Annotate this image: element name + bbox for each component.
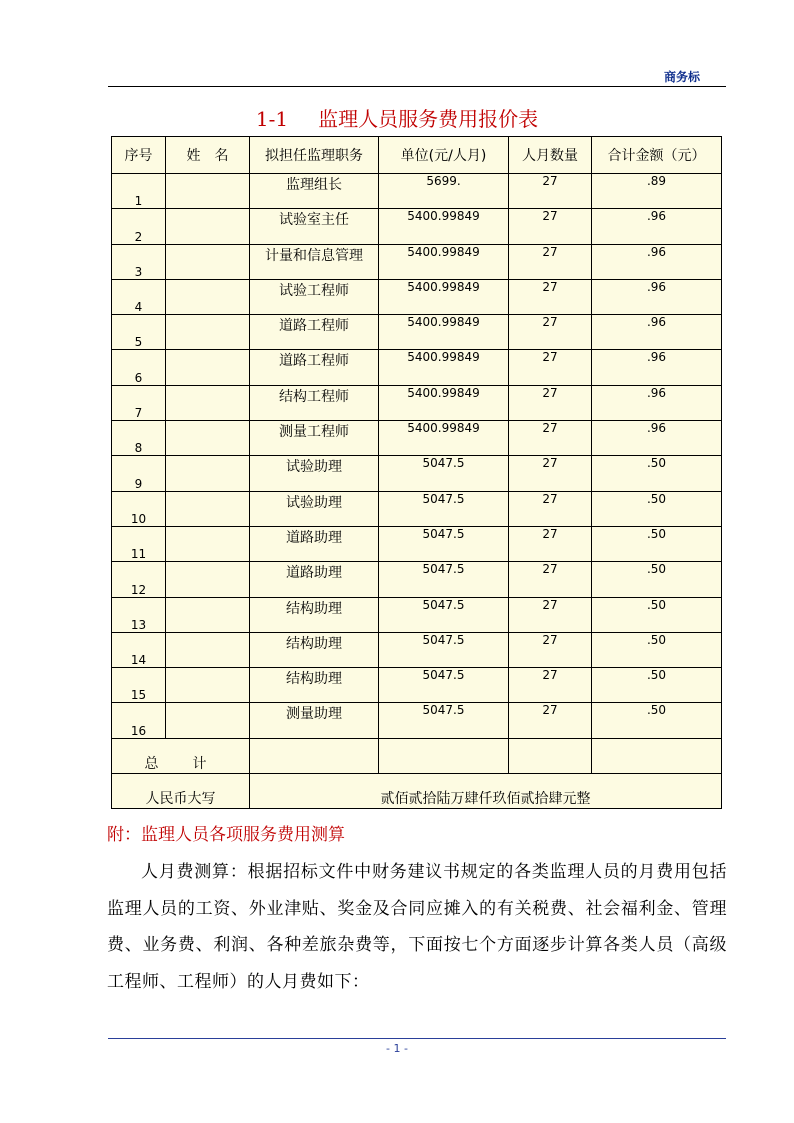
col-header-seq: 序号	[112, 137, 166, 174]
cell-seq: 3	[112, 244, 166, 279]
total-row	[112, 738, 722, 773]
cell-months: 27	[509, 350, 592, 385]
cell-seq: 7	[112, 385, 166, 420]
cell-amount: .50	[592, 668, 722, 703]
table-row	[112, 421, 722, 456]
cell-unit-price: 5047.5	[379, 456, 509, 491]
cell-seq: 9	[112, 456, 166, 491]
cell-months: 27	[509, 209, 592, 244]
title-number: 1-1	[255, 107, 289, 131]
cell-unit-price: 5400.99849	[379, 315, 509, 350]
cell-amount: .50	[592, 456, 722, 491]
cell-role: 结构工程师	[250, 385, 379, 420]
cell-amount: .96	[592, 209, 722, 244]
col-header-role: 拟担任监理职务	[250, 137, 379, 174]
cell-months: 27	[509, 385, 592, 420]
col-header-unit-price: 单位(元/人月)	[379, 137, 509, 174]
cell-seq: 14	[112, 632, 166, 667]
cell-seq: 16	[112, 703, 166, 738]
cell-name	[166, 174, 250, 209]
cell-months: 27	[509, 703, 592, 738]
cell-role: 结构助理	[250, 632, 379, 667]
cell-unit-price: 5400.99849	[379, 209, 509, 244]
cell-name	[166, 209, 250, 244]
cell-amount: .96	[592, 350, 722, 385]
cell-seq: 10	[112, 491, 166, 526]
body-paragraph: 人月费测算：根据招标文件中财务建议书规定的各类监理人员的月费用包括监理人员的工资、外业津贴、奖金及合同应摊入的有关税费、社会福利金、管理费、业务费、利润、各种差旅杂费等，下面按七个方面逐步计算各类人员（高级工程师、工程师）的人月费如下：	[107, 862, 727, 992]
cell-months: 27	[509, 668, 592, 703]
cell-role: 试验助理	[250, 456, 379, 491]
table-row	[112, 279, 722, 314]
cell-seq: 6	[112, 350, 166, 385]
cell-name	[166, 597, 250, 632]
cell-name	[166, 315, 250, 350]
col-header-months: 人月数量	[509, 137, 592, 174]
cell-months: 27	[509, 456, 592, 491]
table-row	[112, 562, 722, 597]
cell-amount: .50	[592, 703, 722, 738]
cell-unit-price: 5047.5	[379, 703, 509, 738]
cell-role: 试验工程师	[250, 279, 379, 314]
cell-unit-price: 5400.99849	[379, 421, 509, 456]
rmb-row	[112, 774, 722, 809]
cell-months: 27	[509, 562, 592, 597]
cell-months: 27	[509, 244, 592, 279]
page-title	[0, 103, 794, 132]
total-cell-role	[250, 738, 379, 773]
cell-name	[166, 703, 250, 738]
page-number: - 1 -	[386, 1042, 408, 1055]
footer-divider	[108, 1038, 726, 1039]
cell-seq: 4	[112, 279, 166, 314]
cell-role: 结构助理	[250, 668, 379, 703]
rmb-value: 贰佰贰拾陆万肆仟玖佰贰拾肆元整	[250, 774, 722, 809]
cell-role: 监理组长	[250, 174, 379, 209]
cell-role: 道路助理	[250, 526, 379, 561]
cell-role: 道路工程师	[250, 350, 379, 385]
cell-amount: .50	[592, 526, 722, 561]
cell-unit-price: 5400.99849	[379, 385, 509, 420]
appendix-heading: 附：监理人员各项服务费用测算	[107, 825, 345, 845]
cell-months: 27	[509, 174, 592, 209]
cell-months: 27	[509, 279, 592, 314]
cell-months: 27	[509, 597, 592, 632]
cell-unit-price: 5047.5	[379, 597, 509, 632]
cell-role: 测量助理	[250, 703, 379, 738]
cell-name	[166, 385, 250, 420]
table-row	[112, 491, 722, 526]
table-row	[112, 526, 722, 561]
cell-amount: .89	[592, 174, 722, 209]
cell-seq: 15	[112, 668, 166, 703]
rmb-label: 人民币大写	[112, 774, 250, 809]
cell-amount: .96	[592, 244, 722, 279]
col-header-amount: 合计金额（元）	[592, 137, 722, 174]
cell-unit-price: 5400.99849	[379, 350, 509, 385]
cell-months: 27	[509, 526, 592, 561]
cell-amount: .50	[592, 597, 722, 632]
table-row	[112, 703, 722, 738]
table-row	[112, 315, 722, 350]
cell-role: 试验室主任	[250, 209, 379, 244]
cell-months: 27	[509, 632, 592, 667]
cell-seq: 12	[112, 562, 166, 597]
cell-amount: .96	[592, 421, 722, 456]
cell-unit-price: 5047.5	[379, 632, 509, 667]
cell-months: 27	[509, 491, 592, 526]
cell-unit-price: 5047.5	[379, 668, 509, 703]
cell-name	[166, 668, 250, 703]
cell-role: 道路助理	[250, 562, 379, 597]
cell-name	[166, 632, 250, 667]
cell-months: 27	[509, 315, 592, 350]
cell-unit-price: 5047.5	[379, 562, 509, 597]
table-row	[112, 456, 722, 491]
cell-role: 试验助理	[250, 491, 379, 526]
cell-seq: 2	[112, 209, 166, 244]
cell-role: 道路工程师	[250, 315, 379, 350]
quote-table	[111, 136, 722, 809]
table-row	[112, 385, 722, 420]
cell-name	[166, 279, 250, 314]
cell-unit-price: 5400.99849	[379, 244, 509, 279]
cell-name	[166, 562, 250, 597]
cell-name	[166, 456, 250, 491]
header-divider	[108, 86, 726, 87]
table-header-row	[112, 137, 722, 174]
table-row	[112, 668, 722, 703]
cell-unit-price: 5400.99849	[379, 279, 509, 314]
cell-unit-price: 5047.5	[379, 526, 509, 561]
total-cell-amount	[592, 738, 722, 773]
cell-amount: .96	[592, 279, 722, 314]
table-row	[112, 244, 722, 279]
cell-unit-price: 5699.	[379, 174, 509, 209]
cell-name	[166, 421, 250, 456]
cell-role: 测量工程师	[250, 421, 379, 456]
header-label: 商务标	[664, 70, 701, 84]
cell-name	[166, 526, 250, 561]
cell-name	[166, 491, 250, 526]
cell-months: 27	[509, 421, 592, 456]
cell-unit-price: 5047.5	[379, 491, 509, 526]
cell-name	[166, 244, 250, 279]
cell-amount: .50	[592, 632, 722, 667]
cell-amount: .50	[592, 562, 722, 597]
cell-seq: 13	[112, 597, 166, 632]
cell-seq: 1	[112, 174, 166, 209]
title-text: 监理人员服务费用报价表	[318, 107, 539, 131]
table-row	[112, 632, 722, 667]
cell-amount: .50	[592, 491, 722, 526]
cell-seq: 5	[112, 315, 166, 350]
cell-seq: 11	[112, 526, 166, 561]
total-cell-months	[509, 738, 592, 773]
cell-role: 计量和信息管理	[250, 244, 379, 279]
cell-name	[166, 350, 250, 385]
table-row	[112, 209, 722, 244]
total-label: 总 计	[112, 738, 250, 773]
table-row	[112, 350, 722, 385]
cell-role: 结构助理	[250, 597, 379, 632]
col-header-name: 姓 名	[166, 137, 250, 174]
table-row	[112, 597, 722, 632]
cell-amount: .96	[592, 385, 722, 420]
total-cell-unit	[379, 738, 509, 773]
table-row	[112, 174, 722, 209]
cell-amount: .96	[592, 315, 722, 350]
cell-seq: 8	[112, 421, 166, 456]
